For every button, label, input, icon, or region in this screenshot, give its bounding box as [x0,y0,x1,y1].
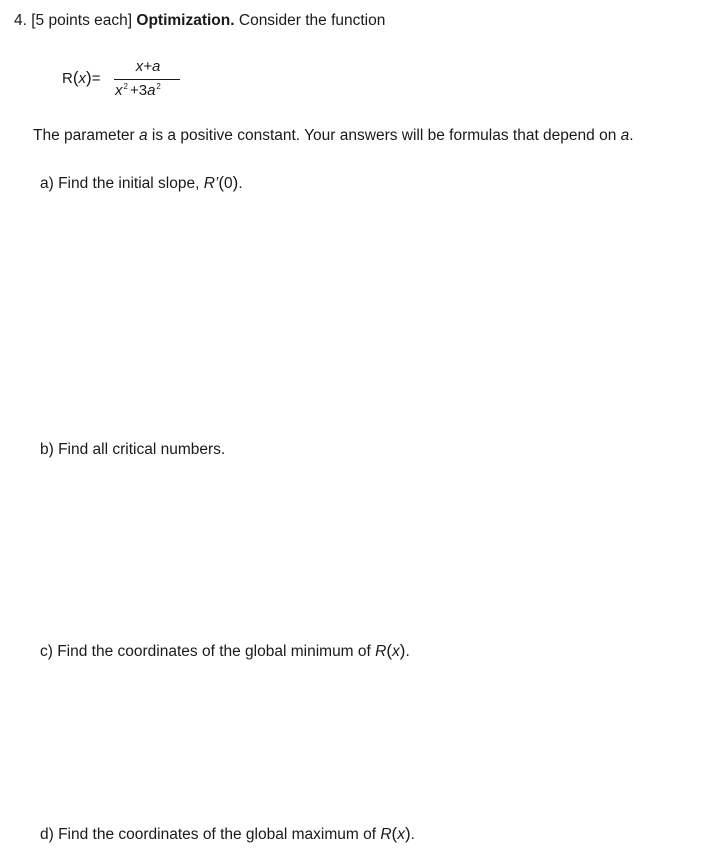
function-formula [62,58,192,106]
problem-topic: Optimization. [136,12,235,29]
problem-header [14,12,385,30]
formula-denominator [115,82,161,99]
part-a-label: a) Find the initial slope, [40,175,200,192]
parameter-note: The parameter a is a positive constant. Your answers will be formulas that depend on a. [33,127,634,144]
denominator-exp-1: 2 [123,82,128,91]
part-a-arg: 0 [224,175,233,192]
part-c-arg: x [392,643,400,660]
part-b-label: b) Find all critical numbers. [40,441,226,458]
formula-func-name: R [62,70,73,87]
formula-lhs: R(x)= [62,68,101,87]
part-b [40,441,225,459]
parameter-var: a [138,127,148,144]
part-d-arg: x [397,826,405,843]
formula-equals: = [91,70,101,87]
part-c-label: c) Find the coordinates of the global minimum of [40,643,371,660]
part-d: d) Find the coordinates of the global maximum of R(x). [40,824,415,843]
denominator-x: x [115,82,123,99]
denominator-plus: +3 [129,82,148,99]
part-d-label: d) Find the coordinates of the global maximum of [40,826,377,843]
formula-func-var: x [78,70,87,87]
denominator-exp-2: 2 [156,82,161,91]
parameter-var-2: a [620,127,630,144]
fraction-bar [114,79,180,80]
problem-points: [5 points each] [31,12,133,29]
part-a-math: R’ [203,175,219,192]
formula-numerator: x+a [135,58,161,75]
problem-intro: Consider the function [238,12,386,29]
part-a: a) Find the initial slope, R’(0). [40,173,243,192]
part-d-math: R [380,826,392,843]
part-c: c) Find the coordinates of the global minimum of R(x). [40,641,410,660]
denominator-a: a [147,82,156,99]
part-c-math: R [375,643,387,660]
problem-number: 4. [14,12,27,29]
